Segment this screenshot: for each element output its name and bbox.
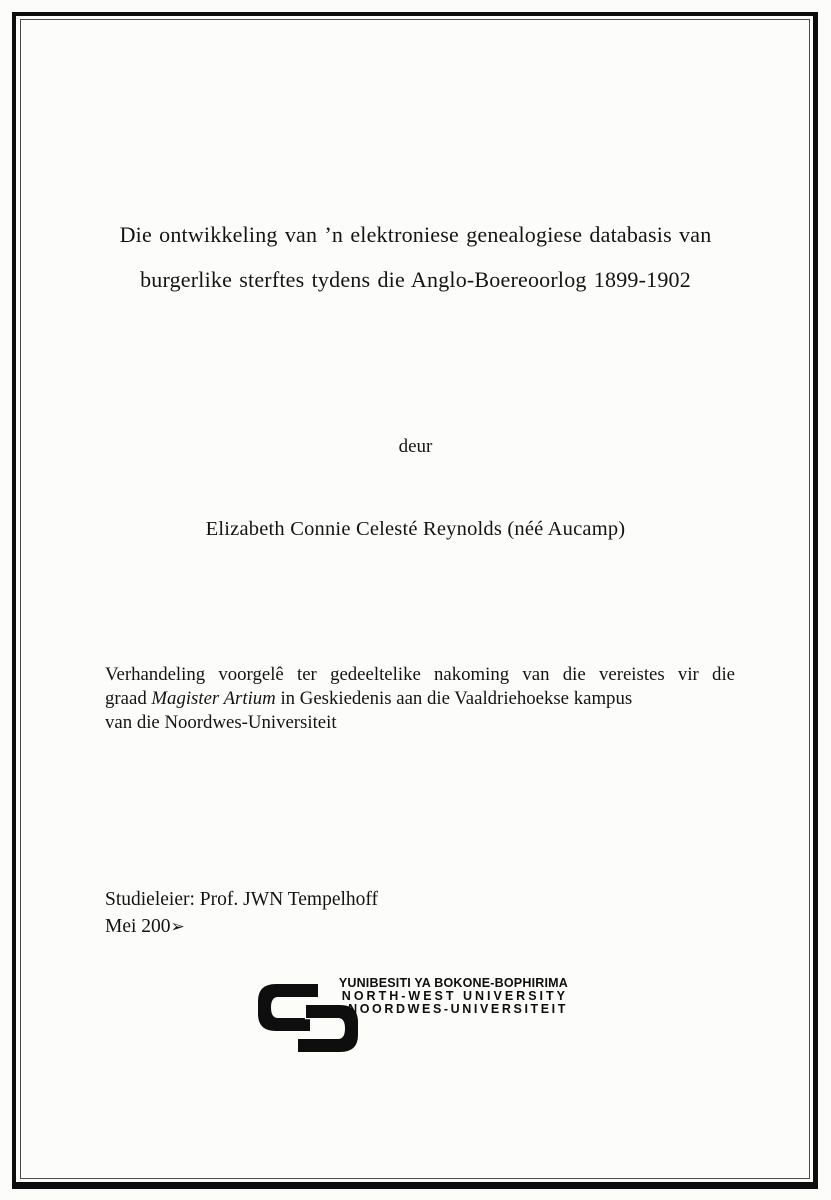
degree-statement-line3: van die Noordwes-Universiteit	[105, 712, 337, 733]
degree-statement	[105, 663, 735, 735]
logo-text-afrikaans: NOORDWES-UNIVERSITEIT	[348, 1002, 568, 1017]
date-line	[105, 913, 378, 941]
degree-statement-line1: Verhandeling voorgelê ter gedeeltelike nakoming van die vereistes vir die	[105, 664, 735, 685]
thesis-title-line2: burgerlike sterftes tydens die Anglo-Boereoorlog 1899-1902	[140, 267, 691, 292]
degree-statement-line2-prefix: graad	[105, 688, 152, 709]
thesis-title	[70, 212, 761, 302]
logo-text-setswana: YUNIBESITI YA BOKONE-BOPHIRIMA	[338, 976, 568, 990]
nwu-logo-wordmark	[316, 977, 568, 1017]
author-name: Elizabeth Connie Celesté Reynolds (néé Aucamp)	[205, 518, 626, 540]
degree-statement-line2-suffix: in Geskiedenis aan die Vaaldriehoekse kampus	[275, 688, 633, 709]
date-prefix: Mei 200	[105, 916, 171, 937]
degree-statement-line2	[105, 687, 735, 711]
degree-name-italic: Magister Artium	[151, 688, 276, 709]
logo-text-english: NORTH-WEST UNIVERSITY	[341, 989, 568, 1004]
supervisor-line: Studieleier: Prof. JWN Tempelhoff	[105, 889, 379, 910]
supervisor-and-date	[105, 886, 378, 941]
byline-deur: deur	[398, 436, 433, 457]
handwritten-seven-glyph: ➢	[170, 917, 184, 937]
thesis-title-line1: Die ontwikkeling van ’n elektroniese genealogiese databasis van	[119, 222, 712, 247]
